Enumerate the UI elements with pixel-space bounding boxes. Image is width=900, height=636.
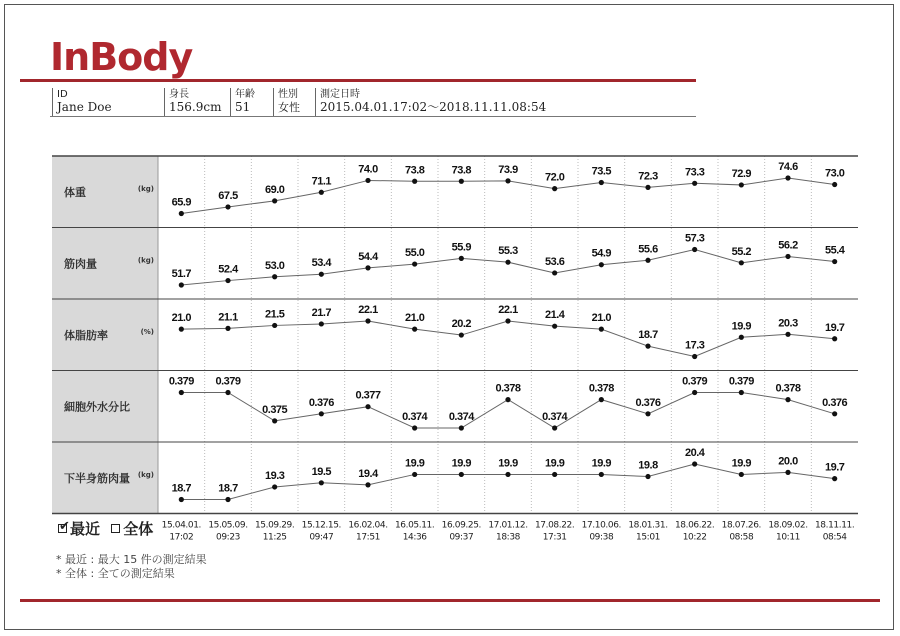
series-unit: (kg) — [137, 184, 154, 193]
data-point — [365, 318, 370, 323]
data-point — [599, 327, 604, 332]
data-label: 55.3 — [498, 245, 518, 258]
data-label: 51.7 — [171, 268, 192, 280]
data-point — [225, 278, 230, 283]
data-label: 19.5 — [311, 465, 332, 478]
data-point — [832, 259, 837, 264]
data-point — [225, 204, 230, 209]
data-point — [599, 262, 604, 267]
data-point — [365, 404, 370, 409]
legend-all[interactable] — [111, 518, 153, 539]
x-tick-time: 09:38 — [589, 532, 614, 543]
data-point — [785, 397, 790, 402]
x-tick-date: 17.10.06. — [581, 520, 622, 531]
data-label: 73.9 — [498, 163, 518, 176]
data-point — [505, 472, 510, 477]
data-label: 19.8 — [638, 459, 658, 472]
data-label: 20.2 — [451, 318, 472, 331]
data-label: 0.374 — [448, 411, 474, 423]
data-label: 18.7 — [171, 482, 192, 495]
data-label: 74.0 — [358, 163, 378, 176]
logo-part1: In — [50, 35, 90, 79]
data-label: 19.9 — [544, 457, 565, 470]
data-point — [179, 497, 184, 502]
data-point — [552, 186, 557, 191]
x-tick-date: 15.04.01. — [161, 520, 202, 531]
x-tick-time: 09:47 — [309, 532, 334, 543]
data-label: 56.2 — [778, 239, 798, 252]
date-value: 2015.04.01.17:02～2018.11.11.08:54 — [320, 100, 547, 114]
data-point — [365, 265, 370, 270]
height-label: 身長 — [169, 89, 189, 100]
data-label: 0.376 — [308, 396, 334, 409]
data-point — [179, 282, 184, 287]
data-point — [459, 256, 464, 261]
data-point — [319, 272, 324, 277]
data-point — [785, 470, 790, 475]
footer-rule — [20, 599, 880, 602]
data-label: 20.0 — [778, 455, 798, 468]
x-tick-time: 11:25 — [262, 532, 287, 543]
data-label: 18.7 — [638, 329, 658, 342]
data-label: 55.0 — [404, 247, 425, 260]
data-point — [739, 390, 744, 395]
data-label: 0.374 — [402, 411, 428, 423]
data-label: 22.1 — [498, 304, 518, 316]
x-tick-time: 10:22 — [682, 532, 707, 543]
data-label: 19.9 — [404, 457, 425, 470]
x-tick-date: 16.09.25. — [441, 520, 482, 531]
id-value: Jane Doe — [57, 100, 112, 114]
series-name: 体重 — [64, 185, 86, 199]
data-label: 21.1 — [218, 311, 238, 324]
data-label: 0.375 — [262, 403, 288, 416]
x-tick-time: 08:54 — [822, 532, 847, 543]
data-point — [272, 323, 277, 328]
data-label: 21.5 — [264, 308, 285, 321]
data-label: 22.1 — [358, 304, 378, 316]
data-label: 19.7 — [824, 321, 845, 334]
data-point — [692, 247, 697, 252]
height-value: 156.9cm — [169, 100, 222, 114]
series-unit: (kg) — [137, 256, 154, 265]
data-label: 73.0 — [824, 167, 845, 180]
data-point — [225, 497, 230, 502]
recent-label: 最近 — [70, 520, 101, 538]
data-label: 0.379 — [728, 375, 754, 388]
data-point — [365, 178, 370, 183]
data-label: 18.7 — [218, 482, 238, 495]
x-tick-time: 10:11 — [776, 532, 800, 543]
series-name: 筋肉量 — [64, 257, 97, 271]
data-label: 20.3 — [778, 317, 798, 330]
data-label: 53.0 — [264, 259, 285, 272]
note-all: * 全体 : 全ての測定結果 — [56, 567, 175, 580]
x-tick-date: 15.05.09. — [208, 520, 248, 531]
data-point — [505, 260, 510, 265]
series-name: 体脂肪率 — [64, 328, 108, 342]
data-point — [412, 327, 417, 332]
check-icon: ✔ — [59, 519, 70, 534]
x-tick-date: 18.11.11. — [814, 520, 855, 531]
data-point — [552, 425, 557, 430]
data-point — [692, 461, 697, 466]
x-tick-time: 08:58 — [729, 532, 754, 543]
data-label: 0.379 — [682, 375, 708, 388]
data-point — [739, 182, 744, 187]
x-tick-time: 14:36 — [402, 532, 427, 543]
legend-recent[interactable] — [58, 518, 100, 539]
data-point — [505, 318, 510, 323]
data-label: 0.378 — [495, 382, 521, 395]
x-tick-date: 16.02.04. — [348, 520, 388, 531]
x-tick-date: 17.08.22. — [534, 520, 575, 531]
data-label: 0.378 — [775, 382, 801, 395]
data-label: 21.0 — [591, 312, 612, 325]
data-label: 65.9 — [171, 196, 192, 209]
data-point — [552, 472, 557, 477]
data-point — [459, 179, 464, 184]
data-label: 19.9 — [731, 457, 752, 470]
data-label: 73.8 — [451, 164, 472, 177]
data-label: 19.4 — [358, 467, 378, 480]
x-tick-time: 17:31 — [542, 532, 567, 543]
data-label: 53.6 — [544, 255, 565, 268]
data-label: 0.379 — [215, 375, 241, 388]
data-point — [459, 425, 464, 430]
data-point — [319, 321, 324, 326]
data-point — [645, 258, 650, 263]
x-tick-date: 18.07.26. — [721, 520, 762, 531]
data-point — [739, 260, 744, 265]
data-point — [412, 261, 417, 266]
id-label: ID — [57, 89, 68, 100]
data-label: 55.4 — [824, 244, 845, 257]
x-tick-time: 17:51 — [356, 532, 380, 543]
data-point — [552, 270, 557, 275]
data-point — [832, 182, 837, 187]
data-label: 21.7 — [311, 306, 332, 319]
x-tick-time: 09:37 — [449, 532, 474, 543]
data-point — [272, 274, 277, 279]
x-tick-date: 18.06.22. — [674, 520, 715, 531]
data-point — [645, 411, 650, 416]
data-label: 19.9 — [498, 457, 518, 470]
all-checkbox[interactable] — [111, 524, 120, 533]
data-label: 21.0 — [404, 312, 425, 325]
legend — [58, 518, 159, 539]
data-point — [785, 332, 790, 337]
data-point — [599, 180, 604, 185]
data-label: 19.9 — [731, 320, 752, 333]
x-tick-date: 15.12.15. — [301, 520, 342, 531]
data-point — [319, 480, 324, 485]
x-tick-date: 16.05.11. — [394, 520, 435, 531]
data-point — [272, 418, 277, 423]
data-point — [739, 472, 744, 477]
series-unit: (%) — [140, 327, 154, 336]
sex-value: 女性 — [278, 101, 300, 114]
data-point — [179, 211, 184, 216]
data-label: 69.0 — [264, 183, 285, 196]
data-label: 72.3 — [638, 170, 658, 183]
data-point — [505, 397, 510, 402]
data-point — [272, 198, 277, 203]
data-label: 19.9 — [451, 457, 472, 470]
data-point — [225, 326, 230, 331]
x-tick-time: 15:01 — [636, 532, 660, 543]
data-point — [365, 482, 370, 487]
data-point — [412, 425, 417, 430]
data-point — [785, 175, 790, 180]
data-label: 67.5 — [218, 189, 238, 202]
data-label: 20.4 — [684, 447, 705, 459]
data-label: 74.6 — [778, 161, 798, 173]
data-label: 17.3 — [684, 339, 705, 352]
data-point — [459, 332, 464, 337]
data-point — [319, 190, 324, 195]
data-point — [505, 178, 510, 183]
data-label: 21.4 — [544, 309, 565, 322]
data-label: 21.0 — [171, 312, 192, 325]
x-tick-time: 17:02 — [169, 532, 194, 543]
data-point — [832, 411, 837, 416]
data-point — [785, 254, 790, 259]
data-point — [459, 472, 464, 477]
data-point — [412, 472, 417, 477]
x-tick-date: 15.09.29. — [254, 520, 295, 531]
data-label: 0.376 — [635, 396, 661, 409]
data-point — [179, 390, 184, 395]
data-label: 73.5 — [591, 165, 612, 178]
data-point — [832, 336, 837, 341]
data-point — [599, 397, 604, 402]
series-name: 下半身筋肉量 — [64, 471, 130, 485]
data-label: 19.9 — [591, 457, 612, 470]
data-point — [552, 324, 557, 329]
data-point — [692, 181, 697, 186]
data-label: 0.379 — [168, 375, 194, 388]
data-point — [692, 390, 697, 395]
data-point — [225, 390, 230, 395]
data-point — [739, 335, 744, 340]
age-value: 51 — [235, 100, 251, 114]
data-point — [319, 411, 324, 416]
data-point — [645, 474, 650, 479]
data-label: 72.0 — [544, 171, 565, 184]
data-label: 0.377 — [355, 389, 381, 402]
data-label: 19.7 — [824, 461, 845, 474]
data-label: 54.9 — [591, 247, 612, 260]
data-label: 72.9 — [731, 167, 752, 180]
data-point — [692, 354, 697, 359]
x-tick-date: 18.09.02. — [768, 520, 808, 531]
data-label: 54.4 — [358, 250, 378, 263]
data-label: 55.6 — [638, 243, 658, 256]
data-label: 71.1 — [311, 175, 332, 188]
data-point — [412, 179, 417, 184]
data-label: 73.8 — [404, 164, 425, 177]
all-label: 全体 — [123, 520, 154, 538]
data-label: 0.378 — [588, 382, 614, 395]
data-label: 73.3 — [684, 166, 705, 179]
data-label: 52.4 — [218, 263, 238, 276]
recent-checkbox[interactable] — [58, 519, 70, 534]
series-unit: (kg) — [137, 470, 154, 479]
data-point — [645, 344, 650, 349]
data-label: 57.3 — [684, 232, 705, 245]
note-recent: * 最近 : 最大 15 件の測定結果 — [56, 553, 207, 566]
sex-label: 性別 — [278, 89, 298, 100]
data-point — [272, 484, 277, 489]
data-point — [179, 327, 184, 332]
date-label: 測定日時 — [320, 89, 360, 100]
x-tick-time: 09:23 — [216, 532, 240, 543]
age-label: 年齢 — [235, 89, 255, 100]
data-label: 53.4 — [311, 257, 332, 270]
logo-part2: Body — [89, 35, 193, 79]
x-tick-date: 18.01.31. — [628, 520, 668, 531]
data-point — [832, 476, 837, 481]
data-point — [645, 185, 650, 190]
data-label: 0.376 — [822, 396, 848, 409]
notes — [56, 553, 207, 581]
data-point — [599, 472, 604, 477]
data-label: 55.9 — [451, 241, 472, 254]
x-tick-date: 17.01.12. — [488, 520, 528, 531]
x-tick-time: 18:38 — [496, 532, 520, 543]
data-label: 0.374 — [542, 411, 568, 423]
data-label: 19.3 — [264, 469, 285, 482]
data-label: 55.2 — [731, 245, 752, 258]
series-name: 細胞外水分比 — [64, 400, 130, 414]
